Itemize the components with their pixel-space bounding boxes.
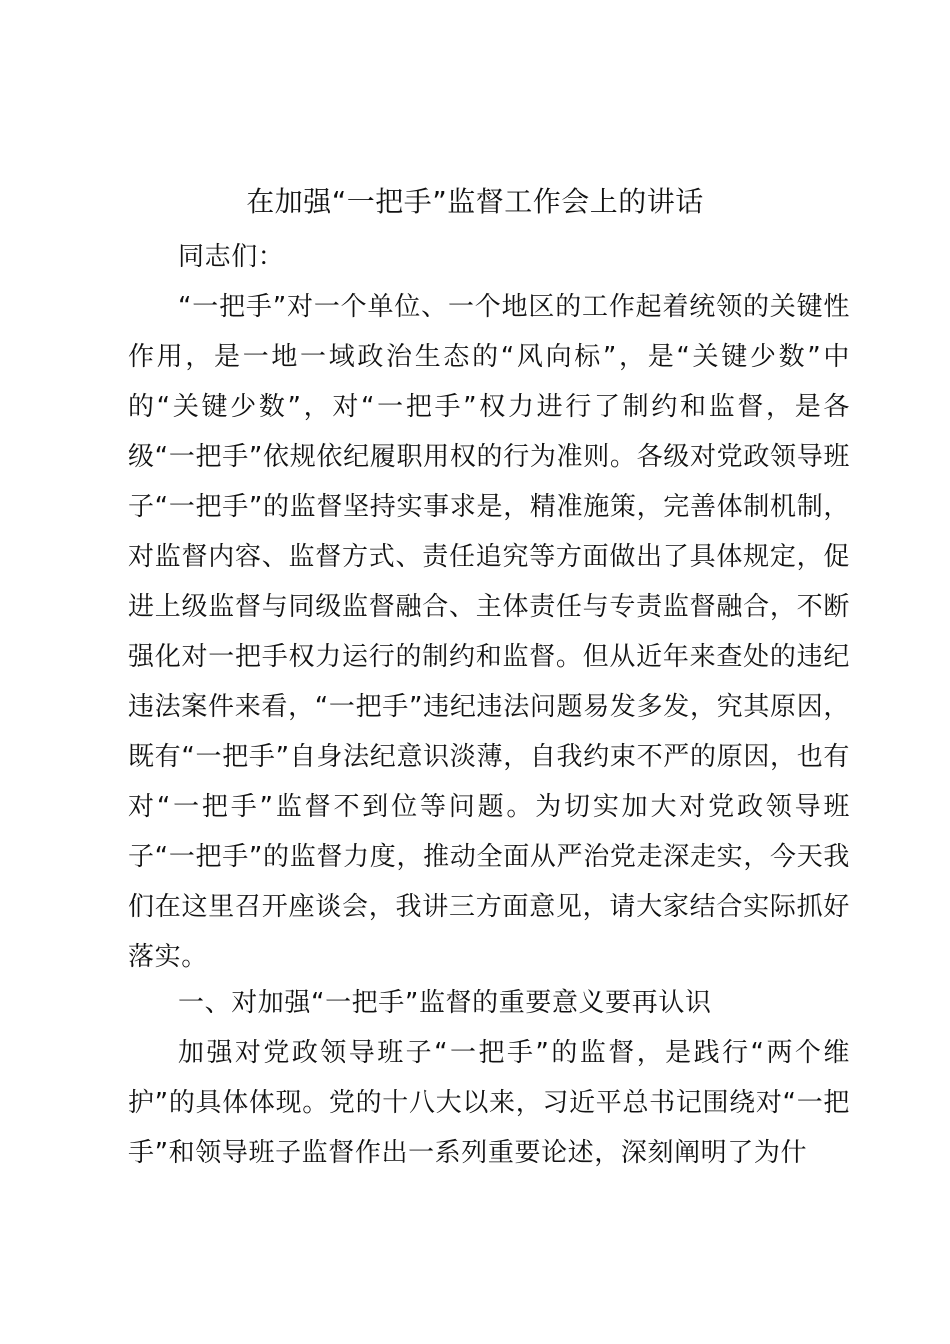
section-heading-1: 一、对加强“一把手”监督的重要意义要再认识 <box>178 988 712 1018</box>
paragraph-section-1: 加强对党政领导班子“一把手”的监督，是践行“两个维护”的具体体现。党的十八大以来，习近平总书记围绕对“一把手”和领导班子监督作出一系列重要论述，深刻阐明了为什 <box>128 1038 850 1168</box>
salutation: 同志们： <box>178 242 285 272</box>
paragraph-intro: “一把手”对一个单位、一个地区的工作起着统领的关键性作用，是一地一域政治生态的“风向标”，是“关键少数”中的“关键少数”，对“一把手”权力进行了制约和监督，是各级“一把手”依规依纪履职用权的行为准则。各级对党政领导班子“一把手”的监督坚持实事求是，精准施策，完善体制机制，对监督内容、监督方式、责任追究等方面做出了具体规定，促进上级监督与同级监督融合、主体责任与专责监督融合，不断强化对一把手权力运行的制约和监督。但从近年来查处的违纪违法案件来看，“一把手”违纪违法问题易发多发，究其原因，既有“一把手”自身法纪意识淡薄，自我约束不严的原因，也有对“一把手”监督不到位等问题。为切实加大对党政领导班子“一把手”的监督力度，推动全面从严治党走深走实，今天我们在这里召开座谈会，我讲三方面意见，请大家结合实际抓好落实。 <box>128 292 850 972</box>
document-title: 在加强“一把手”监督工作会上的讲话 <box>246 185 704 218</box>
